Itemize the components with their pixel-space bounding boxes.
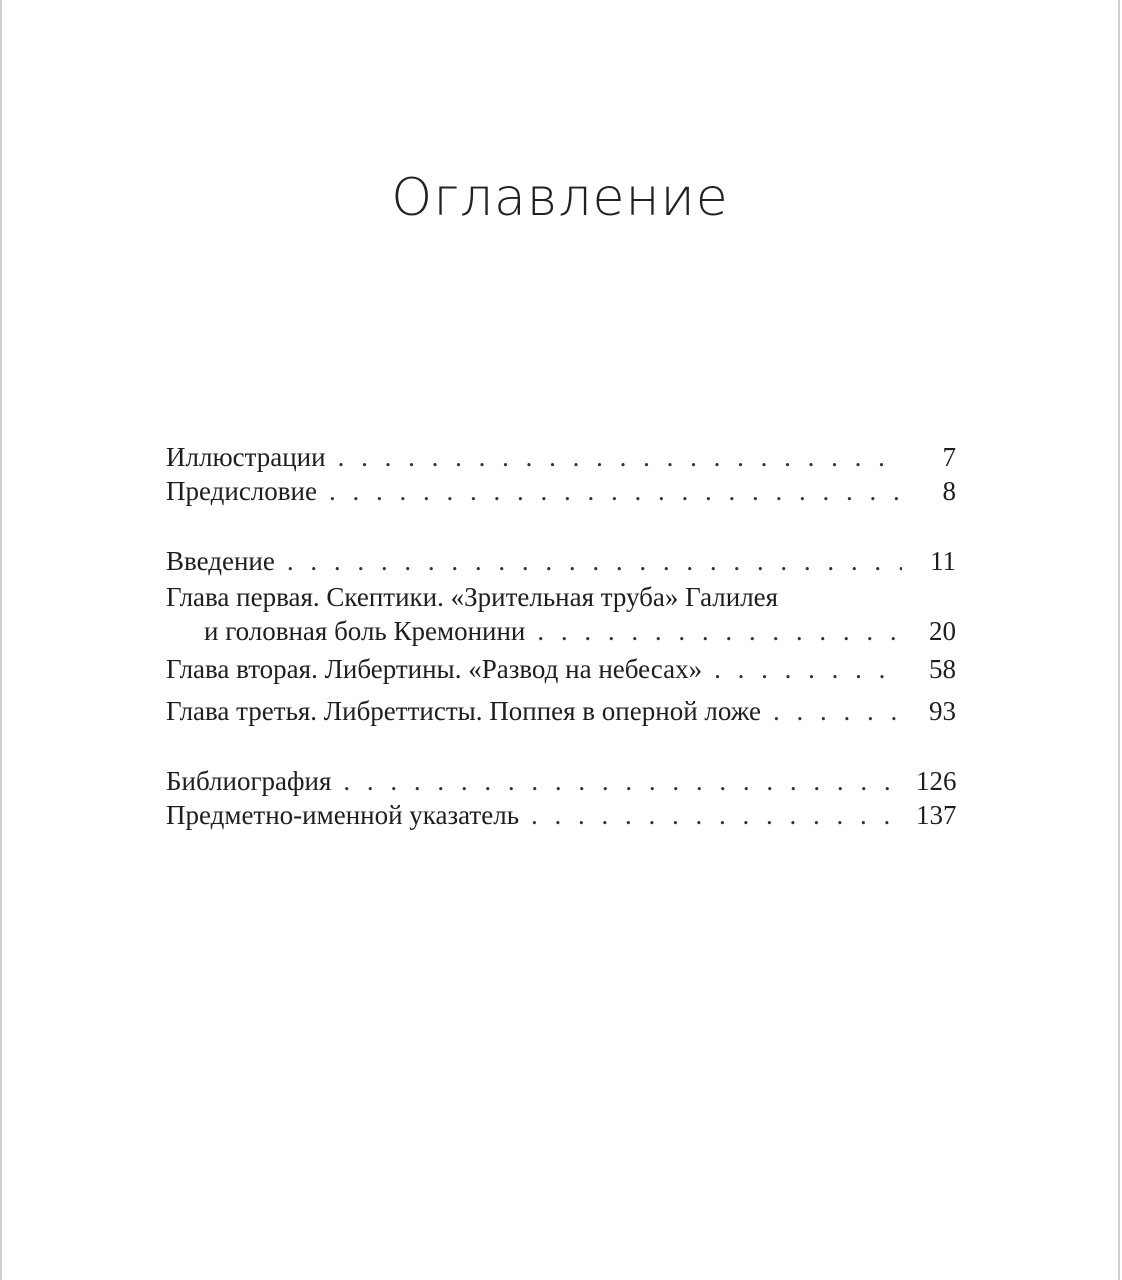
toc-entry-label: Глава вторая. Либертины. «Развод на небесах» <box>166 654 703 684</box>
toc-entry-chapter-3[interactable] <box>166 694 956 728</box>
page-title: Оглавление <box>391 168 729 228</box>
toc-page-number: 8 <box>942 476 956 506</box>
toc-entry-label: Предметно-именной указатель <box>166 800 520 830</box>
toc-entry-introduction[interactable] <box>166 544 956 578</box>
toc-entry-label: Глава третья. Либреттисты. Поппея в оперной ложе <box>166 696 761 726</box>
toc-page-number: 137 <box>916 800 957 830</box>
toc-entry-chapter-2[interactable] <box>166 652 956 686</box>
dot-leader <box>714 652 902 686</box>
toc-entry-illustrations[interactable] <box>166 440 956 474</box>
toc-entry-label-continuation: и головная боль Кремонини <box>204 616 526 646</box>
dot-leader <box>773 694 902 728</box>
toc-entry-bibliography[interactable] <box>166 764 956 798</box>
toc-entry-label: Глава первая. Скептики. «Зрительная труба» Галилея <box>166 582 779 612</box>
toc-page-number: 11 <box>930 546 956 576</box>
dot-leader <box>338 440 902 474</box>
toc-page-number: 58 <box>929 654 956 684</box>
toc-entry-index[interactable] <box>166 798 956 832</box>
toc-entry-label: Предисловие <box>166 476 317 506</box>
toc-entry-label: Иллюстрации <box>166 442 326 472</box>
dot-leader <box>343 764 902 798</box>
dot-leader <box>531 798 902 832</box>
toc-entry-label: Библиография <box>166 766 332 796</box>
toc-page-number: 7 <box>942 442 956 472</box>
section-spacer <box>166 508 956 544</box>
dot-leader <box>537 614 902 648</box>
dot-leader <box>329 474 902 508</box>
toc-page-number: 20 <box>929 616 956 646</box>
toc-entry-preface[interactable] <box>166 474 956 508</box>
dot-leader <box>287 544 902 578</box>
toc-page-number: 93 <box>929 696 956 726</box>
table-of-contents <box>166 440 956 832</box>
toc-entry-chapter-1[interactable] <box>166 580 956 650</box>
toc-entry-label: Введение <box>166 546 275 576</box>
toc-page-number: 126 <box>916 766 957 796</box>
